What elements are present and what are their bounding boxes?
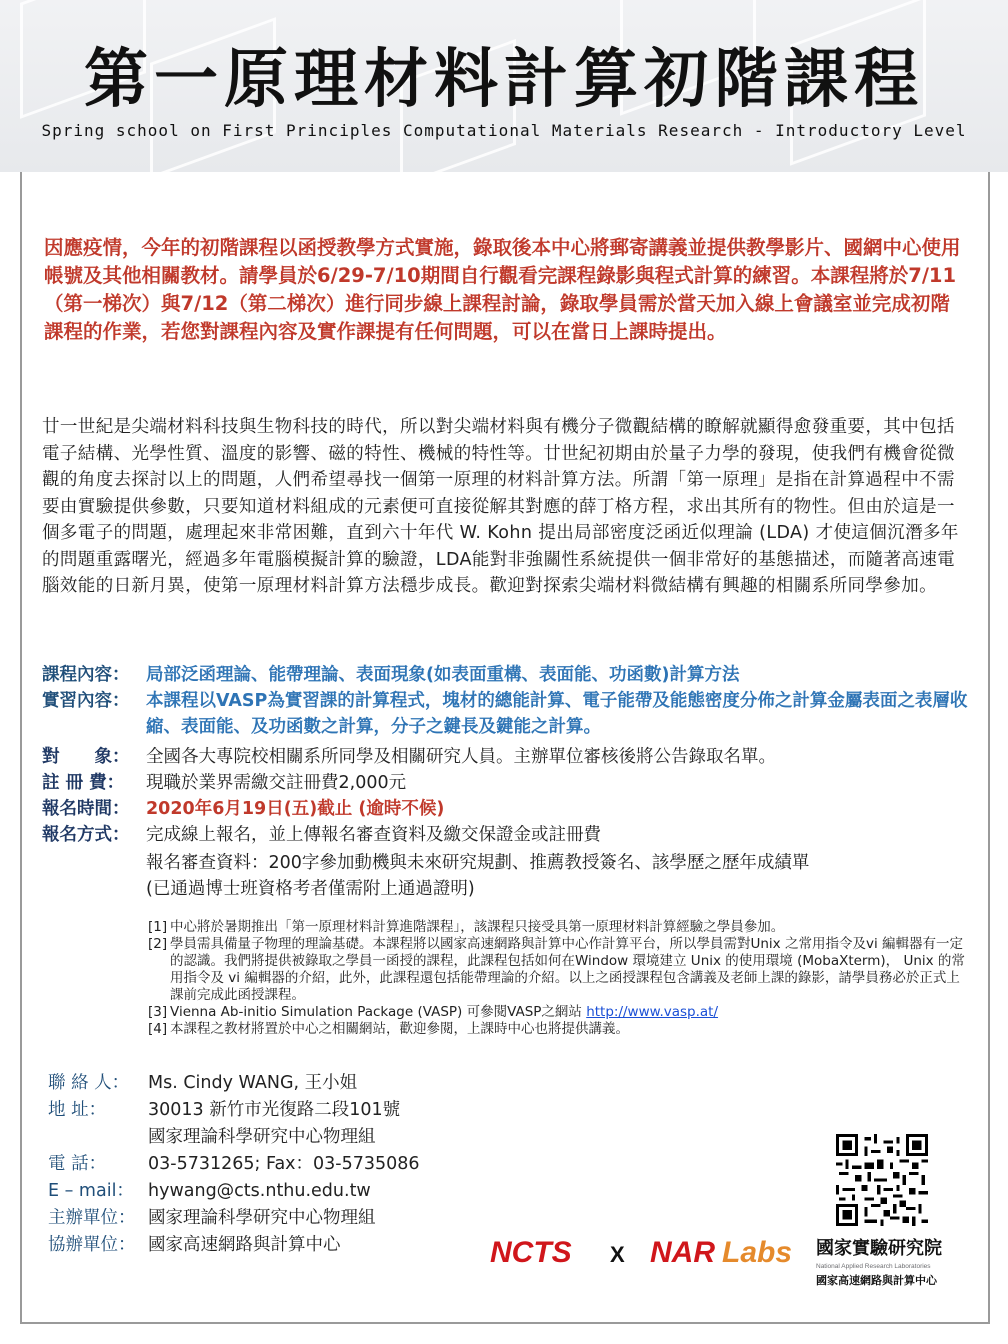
footnote-number: [1] <box>148 919 168 935</box>
footnote-text: 學員需具備量子物理的理論基礎。本課程將以國家高速網路與計算中心作計算平台，所以學員需對Unix 之常用指令及vi 編輯器有一定的認識。我們將提供被錄取之學員一函授的課程，此課程包括如何在Window 環境建立 Unix 的使用環境 (MobaXterm)， Unix 的常用指令及 vi 編輯器的介紹，此外，此課程還包括能帶理論的介紹。以上之函授課程包含講義及老師上課的錄影，請學員務必於正式上課前完成此函授課程。 <box>170 936 965 1003</box>
contact-value: 30013 新竹市光復路二段101號 <box>148 1100 401 1120</box>
footnote-1 <box>148 919 968 936</box>
footnote-number: [4] <box>148 1021 168 1037</box>
course-value: 局部泛函理論、能帶理論、表面現象(如表面重構、表面能、功函數)計算方法 <box>146 665 740 685</box>
course-details <box>42 662 972 902</box>
deadline-value: 2020年6月19日(五)截止 (逾時不候) <box>146 799 445 819</box>
footnote-2 <box>148 936 968 1004</box>
narl-english-name: National Applied Research Laboratories <box>816 1263 931 1270</box>
footnote-text: 本課程之教材將置於中心之相關網站，歡迎參閱，上課時中心也將提供講義。 <box>170 1021 629 1037</box>
contact-label: 協辦單位： <box>48 1235 136 1255</box>
page-subtitle: Spring school on First Principles Computational Materials Research - Introductory Level <box>41 121 967 140</box>
method-value: 完成線上報名，並上傳報名審查資料及繳交保證金或註冊費 <box>146 825 601 845</box>
footnote-number: [3] <box>148 1004 168 1020</box>
detail-row-practice <box>42 688 972 740</box>
detail-row-target <box>42 744 972 770</box>
qr-code-icon[interactable] <box>836 1134 928 1226</box>
detail-row-course <box>42 662 972 688</box>
detail-row-fee <box>42 770 972 796</box>
footnote-text-body: Vienna Ab-initio Simulation Package (VASP) 可參閱VASP之網站 <box>170 1004 587 1020</box>
contact-value: 03-5731265; Fax：03-5735086 <box>148 1154 420 1174</box>
deadline-label: 報名時間： <box>42 799 130 819</box>
contact-label <box>48 1124 148 1151</box>
contact-info <box>48 1070 568 1259</box>
contact-label: 地 址： <box>48 1100 107 1120</box>
review-materials: 報名審查資料：200字參加動機與未來研究規劃、推薦教授簽名、該學歷之歷年成績單 <box>146 853 810 873</box>
contact-row <box>48 1124 568 1151</box>
contact-label: 主辦單位： <box>48 1208 136 1228</box>
contact-row <box>48 1070 568 1097</box>
page-title: 第一原理材料計算初階課程 <box>84 43 924 117</box>
nchc-name: 國家高速網路與計算中心 <box>816 1274 937 1287</box>
contact-row <box>48 1205 568 1232</box>
contact-row <box>48 1151 568 1178</box>
footnote-text: 中心將於暑期推出「第一原理材料計算進階課程」，該課程只接受具第一原理材料計算經驗之學員參加。 <box>170 919 785 935</box>
contact-value: 國家理論科學研究中心物理組 <box>148 1127 376 1147</box>
footnote-3 <box>148 1004 968 1021</box>
review-materials-note: (已通過博士班資格考者僅需附上通過證明) <box>146 879 475 899</box>
contact-row <box>48 1178 568 1205</box>
contact-value: 國家理論科學研究中心物理組 <box>148 1208 376 1228</box>
course-label: 課程內容： <box>42 665 130 685</box>
footnote-4 <box>148 1021 968 1038</box>
detail-row-method <box>42 822 972 848</box>
contact-row <box>48 1097 568 1124</box>
narl-chinese-name: 國家實驗研究院 <box>816 1238 942 1259</box>
header-banner <box>0 0 1008 172</box>
vasp-link[interactable]: http://www.vasp.at/ <box>586 1004 719 1020</box>
detail-row-deadline <box>42 796 972 822</box>
method-label: 報名方式： <box>42 825 130 845</box>
footnotes <box>148 919 968 1038</box>
covid-notice: 因應疫情，今年的初階課程以函授教學方式實施，錄取後本中心將郵寄講義並提供教學影片、國網中心使用帳號及其他相關教材。請學員於6/29-7/10期間自行觀看完課程錄影與程式計算的練習。本課程將於7/11（第一梯次）與7/12（第二梯次）進行同步線上課程討論，錄取學員需於當天加入線上會議室並完成初階課程的作業，若您對課程內容及實作課提有任何問題，可以在當日上課時提出。 <box>44 236 961 343</box>
contact-value: 國家高速網路與計算中心 <box>148 1235 341 1255</box>
sponsor-logos <box>490 1232 960 1294</box>
intro-paragraph: 廿一世紀是尖端材料科技與生物科技的時代，所以對尖端材料與有機分子微觀結構的瞭解就顯得愈發重要，其中包括電子結構、光學性質、溫度的影響、磁的特性、機械的特性等。廿世紀初期由於量子力學的發現，使我們有機會從微觀的角度去探討以上的問題，人們希望尋找一個第一原理的材料計算方法。所謂「第一原理」是指在計算過程中不需要由實驗提供參數，只要知道材料組成的元素便可直接從解其對應的薛丁格方程，求出其所有的物性。但由於這是一個多電子的問題，處理起來非常困難，直到六十年代 W. Kohn 提出局部密度泛函近似理論 (LDA) 才使這個沉潛多年的問題重露曙光，經過多年電腦模擬計算的驗證，LDA能對非強關性系統提供一個非常好的基態描述，而隨著高速電腦效能的日新月異，使第一原理材料計算方法穩步成長。歡迎對探索尖端材料微結構有興趣的相關系所同學參加。 <box>42 417 959 596</box>
contact-label: 電 話： <box>48 1154 107 1174</box>
ncts-logo: NCTS <box>490 1236 572 1269</box>
narlabs-logo-nar: NAR <box>650 1236 715 1269</box>
contact-label: E – mail： <box>48 1181 134 1201</box>
practice-label: 實習內容： <box>42 691 130 711</box>
practice-value: 本課程以VASP為實習課的計算程式，塊材的總能計算、電子能帶及能態密度分佈之計算金屬表面之表層收縮、表面能、及功函數之計算，分子之鍵長及鍵能之計算。 <box>146 691 968 737</box>
fee-label: 註 冊 費： <box>42 773 125 793</box>
target-label: 對 象： <box>42 747 130 767</box>
contact-label: 聯 絡 人： <box>48 1073 130 1093</box>
footnote-text <box>170 1004 718 1021</box>
target-value: 全國各大專院校相關系所同學及相關研究人員。主辦單位審核後將公告錄取名單。 <box>146 747 776 767</box>
x-separator: X <box>610 1242 625 1267</box>
contact-value: hywang@cts.nthu.edu.tw <box>148 1181 371 1201</box>
narlabs-logo-labs: Labs <box>722 1236 793 1269</box>
fee-value: 現職於業界需繳交註冊費2,000元 <box>146 773 407 793</box>
contact-value: Ms. Cindy WANG, 王小姐 <box>148 1073 358 1093</box>
footnote-number: [2] <box>148 936 168 952</box>
